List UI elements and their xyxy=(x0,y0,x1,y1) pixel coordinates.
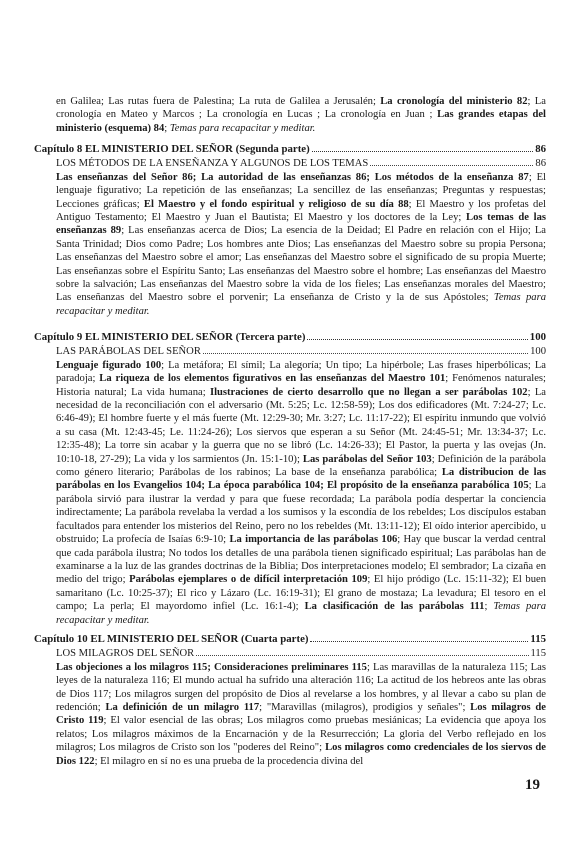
chapter-9 xyxy=(34,330,546,627)
chapter-9-contents: Lenguaje figurado 100; La metáfora; El símil; La alegoría; Un tipo; La hipérbole; Las frases hiperbólicas; La paradoja; La riqueza de los elementos figurativos en las enseñanzas del Maestro 101; Fenómenos naturales; Historia natural; La vida humana; Ilustraciones de cierto desarrollo que no llegan a ser parábolas 102; La necesidad de la reconciliación con el adversario (Mt. 5:25; Lc. 12:58-59); Los dos edificadores (Mt. 7:24-27; Lc. 6:46-49); El hombre fuerte y el más fuerte (Mt. 12:29-30; Mr. 3:27; Lc. 11:17-22); El espíritu inmundo que volvió a su casa (Mt. 12:43-45; Le. 11:24-26); Los siervos que esperan a su Señor (Mt. 24:45-51; Mr. 13:34-37; Lc. 12:35-48); La torre sin acabar y la guerra que no se libró (Lc. 14:26-33); El Pastor, la puerta y las ovejas (Jn. 10:10-18, 27-29); La vida y los sarmientos (Jn. 15:1-10); Las parábolas del Señor 103; Definición de la parábola como género literario; Parábolas de los rabinos; La base de la enseñanza parabólica; La distribucion de las parábolas en los Evangelios 104; La época parabólica 104; El propósito de la enseñanza parabólica 105; La parábola sirvió para ilustrar la verdad y para que fuese recordada; La parábola podía despertar la conciencia indirectamente; La parábola revelaba la verdad a los sumisos y la escondía de los rebeldes; Los discípulos estaban facultados para entender los misterios del Reino, pero no los rebeldes (Mt. 13:11-12); El oído interior apercibido, u obstruido; La profecía de Isaías 6:9-10; La importancia de las parábolas 106; Hay que buscar la verdad central que cada parábola ilustra; No todos los detalles de una parábola tienen significado espiritual; Las parábolas han de examinarse a la luz de las grandes doctrinas de la Biblia; Dos interpretaciones modelo; El sembrador; La cizaña en medio del trigo; Parábolas ejemplares o de difícil interpretación 109; El hijo pródigo (Lc. 15:11-32); El buen samaritano (Lc. 10:25-37); El rico y Lázaro (Lc. 16:19-31); El grano de mostaza; La levadura; El tesoro en el campo; La perla; El mayordomo infiel (Lc. 16:1-4); La clasificación de las parábolas 111; Temas para recapacitar y meditar. xyxy=(56,359,547,626)
chapter-8-page: 86 xyxy=(535,143,546,155)
chapter-9-heading xyxy=(34,330,546,344)
chapter-8-heading xyxy=(34,142,546,156)
chapter-8-section-page: 86 xyxy=(535,158,546,170)
chapter-8-section-title: LOS MÉTODOS DE LA ENSEÑANZA Y ALGUNOS DE LOS TEMAS xyxy=(56,158,369,170)
chapter-8-title: Capítulo 8 EL MINISTERIO DEL SEÑOR (Segunda parte) xyxy=(34,143,310,155)
dot-leader xyxy=(370,156,533,166)
chapter-10-title: Capítulo 10 EL MINISTERIO DEL SEÑOR (Cuarta parte) xyxy=(34,633,309,645)
chapter-10-contents: Las objeciones a los milagros 115; Consideraciones preliminares 115; Las maravillas de la naturaleza 115; Las leyes de la naturaleza 116; El mundo actual ha sufrido una alteración 116; La actitud de los hebreos ante las obras de Dios 117; Los milagros surgen del propósito de Dios al revelarse a los hombres, y al llevar a cabo su plan de redención; La definición de un milagro 117; "Maravillas (milagros), prodigios y señales"; Los milagros de Cristo 119; El valor esencial de las obras; Los milagros como pruebas mesiánicas; La evidencia que apoya los relatos; Los milagros máximos de la Encarnación y de la Resurrección; La gloria del Verbo reflejado en los milagros; Los milagros de Cristo son los "poderes del Reino"; Los milagros como credenciales de los siervos de Dios 122; El milagro en sí no es una prueba de la procedencia divina del xyxy=(56,661,546,767)
chapter-10-section xyxy=(56,646,546,660)
chapter-9-page: 100 xyxy=(529,331,546,343)
page-number: 19 xyxy=(525,777,540,793)
chapter-10-page: 115 xyxy=(530,633,546,645)
chapter-10-section-page: 115 xyxy=(530,648,546,660)
dot-leader xyxy=(196,646,528,656)
chapter-10 xyxy=(34,632,546,768)
chapter-10-section-title: LOS MILAGROS DEL SEÑOR xyxy=(56,648,195,660)
dot-leader xyxy=(203,344,528,354)
dot-leader xyxy=(312,142,534,152)
chapter-10-heading xyxy=(34,632,546,646)
dot-leader xyxy=(307,330,527,340)
chapter-9-section xyxy=(56,344,546,358)
chapter-8 xyxy=(34,142,546,318)
chapter-8-contents: Las enseñanzas del Señor 86; La autoridad de las enseñanzas 86; Los métodos de la enseñanza 87; El lenguaje figurativo; La repetición de las enseñanzas; La sencillez de las enseñanzas; Preguntas y respuestas; Lecciones gráficas; El Maestro y el fondo espiritual y religioso de su día 88; El Maestro y los profetas del Antiguo Testamento; El Maestro y Juan el Bautista; El Maestro y los doctores de la Ley; Los temas de las enseñanzas 89; Las enseñanzas acerca de Dios; La esencia de la Deidad; El Padre en relación con el Hijo; La Santa Trinidad; Dios como Padre; Los hombres ante Dios; Las enseñanzas del Maestro sobre su propia Persona; Las enseñanzas del Maestro sobre el amor; Las enseñanzas del Maestro sobre el significado de su propia Muerte; Las enseñanzas sobre el Espíritu Santo; Las enseñanzas del Maestro sobre el hombre; Las enseñanzas del Maestro sobre la salvación; Las enseñanzas del Maestro sobre la vida de los fieles; Las enseñanzas morales del Maestro; Las enseñanzas del Maestro sobre el porvenir; La enseñanza de Cristo y la de sus Apóstoles; Temas para recapacitar y meditar. xyxy=(56,171,546,317)
chapter-9-section-title: LAS PARÁBOLAS DEL SEÑOR xyxy=(56,346,201,358)
chapter-9-title: Capítulo 9 EL MINISTERIO DEL SEÑOR (Tercera parte) xyxy=(34,331,306,343)
dot-leader xyxy=(310,632,528,642)
intro-continuation: en Galilea; Las rutas fuera de Palestina; La ruta de Galilea a Jerusalén; La cronología del ministerio 82; La cronología en Mateo y Marcos ; La cronología en Lucas ; La cronología en Juan ; Las grandes etapas del ministerio (esquema) 84; Temas para recapacitar y meditar. xyxy=(56,96,546,134)
chapter-8-section xyxy=(56,156,546,170)
chapter-9-section-page: 100 xyxy=(530,346,546,358)
